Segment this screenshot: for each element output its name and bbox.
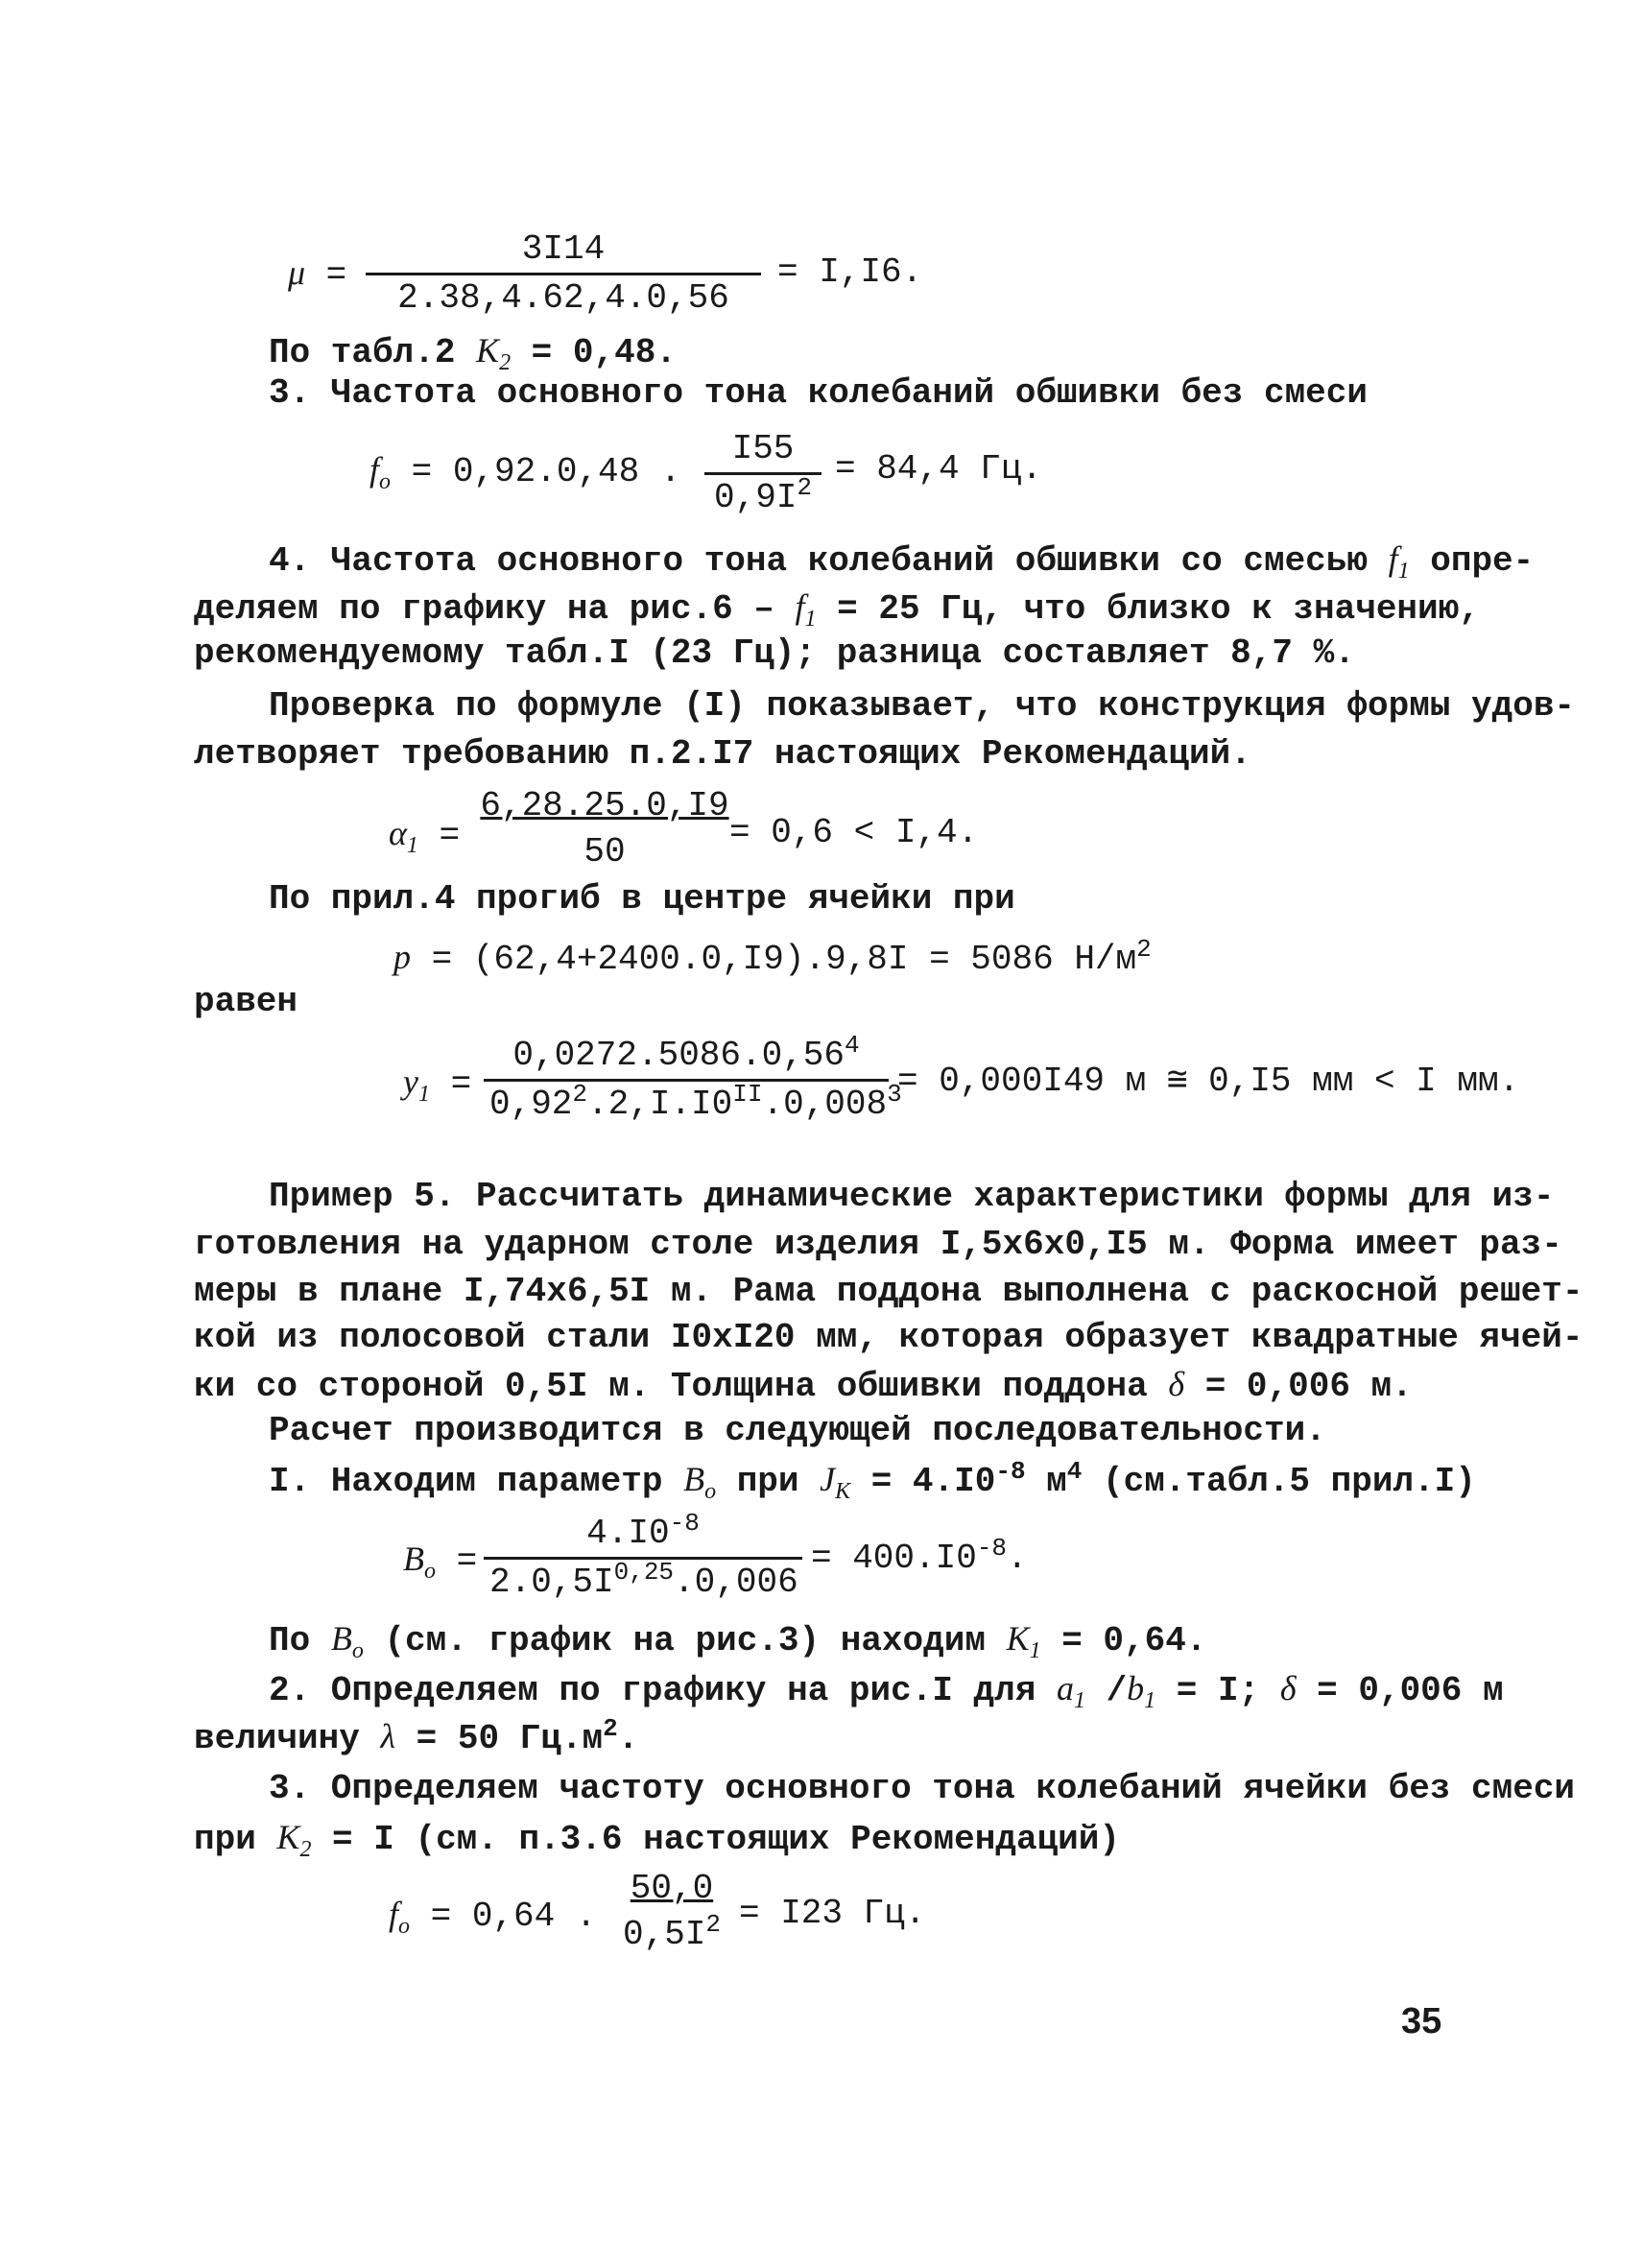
b0-line: По $B_o$ (см. график на рис.3) находим $K_1 = 0,64$. (269, 1619, 1207, 1664)
line-tabl2: По табл.2 $K_2 = 0,48$. (269, 331, 677, 376)
formula-y-fraction: $\frac{0,0272.5086.0,56^4}{0,92^2.2,I.I0^{II}.0,008^3}$ (480, 1037, 893, 1124)
example5-line3: меры в плане I,74х6,5I м. Рама поддона выполнена с раскосной решет- (194, 1272, 1583, 1311)
example5-line4: кой из полосовой стали I0хI20 мм, которая образует квадратные ячей- (194, 1318, 1583, 1357)
example5-line1: Пример 5. Рассчитать динамические характеристики формы для из- (269, 1177, 1555, 1216)
raven-line: равен (194, 982, 298, 1021)
formula-f0b-fraction: $\frac{50,0}{0,5I^2}$ (622, 1869, 722, 1954)
formula-f0b-lhs: $f_o = 0,64$ . (389, 1895, 597, 1940)
step3-line1: 3. Определяем частоту основного тона колебаний ячейки без смеси (269, 1769, 1576, 1808)
formula-f0-rhs: = 84,4 Гц. (835, 449, 1043, 489)
pril4-line: По прил.4 прогиб в центре ячейки при (269, 879, 1015, 919)
formula-p: p = (62,4+2400.0,I9).9,8I = 5086 $Н/м^2$ (393, 935, 1152, 979)
example5-line5: ки со стороной 0,5I м. Толщина обшивки поддона δ = 0,006 м. (194, 1365, 1413, 1406)
item3-title: 3. Частота основного тона колебаний обшивки без смеси (269, 373, 1368, 413)
example5-line2: готовления на ударном столе изделия I,5х6х0,I5 м. Форма имеет раз- (194, 1225, 1562, 1264)
step3-line2: при $K_2 = I$ (см. п.3.6 настоящих Рекомендаций) (194, 1818, 1120, 1863)
formula-mu-fraction: $\frac{3I14}{2.38,4.62,4.0,56}$ (357, 230, 770, 318)
formula-b0-fraction: $\frac{4.I0^{-8}}{2.0,5I^{0,25}.0,006}$ (480, 1515, 806, 1602)
step2-line2: величину λ = 50 $Гц.м^2$. (194, 1714, 639, 1758)
page-number: 35 (1401, 2001, 1442, 2041)
formula-mu-lhs: μ = (288, 253, 347, 295)
sequence-line: Расчет производится в следующей последовательности. (269, 1411, 1326, 1450)
formula-f0-lhs: $f_o = 0,92.0,48$ . (369, 450, 681, 495)
formula-alpha-lhs: $\alpha_1$ = (389, 814, 461, 859)
formula-f0b-rhs: = I23 Гц. (739, 1894, 926, 1933)
formula-b0-lhs: $B_o$ = (403, 1540, 478, 1585)
step1-line: I. Находим параметр $B_o$ при $J_K = 4.I0^{-8}$ $м^4$ (см.табл.5 прил.I) (269, 1457, 1476, 1505)
formula-mu-rhs: = I,I6. (777, 252, 923, 292)
formula-y-rhs: = 0,000I49 м ≅ 0,I5 мм < I мм. (897, 1062, 1520, 1101)
formula-f0-fraction: $\frac{I55}{0,9I^2}$ (701, 430, 825, 517)
item4-line1: 4. Частота основного тона колебаний обшивки со смесью $f_1$ опре- (269, 539, 1535, 585)
check-line1: Проверка по формуле (I) показывает, что конструкция формы удов- (269, 686, 1576, 726)
check-line2: летворяет требованию п.2.I7 настоящих Рекомендаций. (194, 734, 1251, 774)
formula-y-lhs: $y_1$ = (403, 1062, 472, 1108)
item4-line3: рекомендуемому табл.I (23 Гц); разница составляет 8,7 %. (194, 633, 1355, 673)
formula-alpha-rhs: = 0,6 < I,4. (729, 813, 979, 852)
formula-alpha-fraction: $\frac{6,28.25.0,I9}{50}$ (480, 786, 729, 871)
item4-line2: деляем по графику на $рис.6 - f_1 = 25$ Гц, что близко к значению, (194, 587, 1480, 633)
step2-line1: 2. Определяем по графику на рис.I для $a_1$ $/b_1 = I$; δ = 0,006 м (269, 1669, 1504, 1714)
formula-b0-rhs: = $400.I0^{-8}$. (811, 1534, 1028, 1578)
